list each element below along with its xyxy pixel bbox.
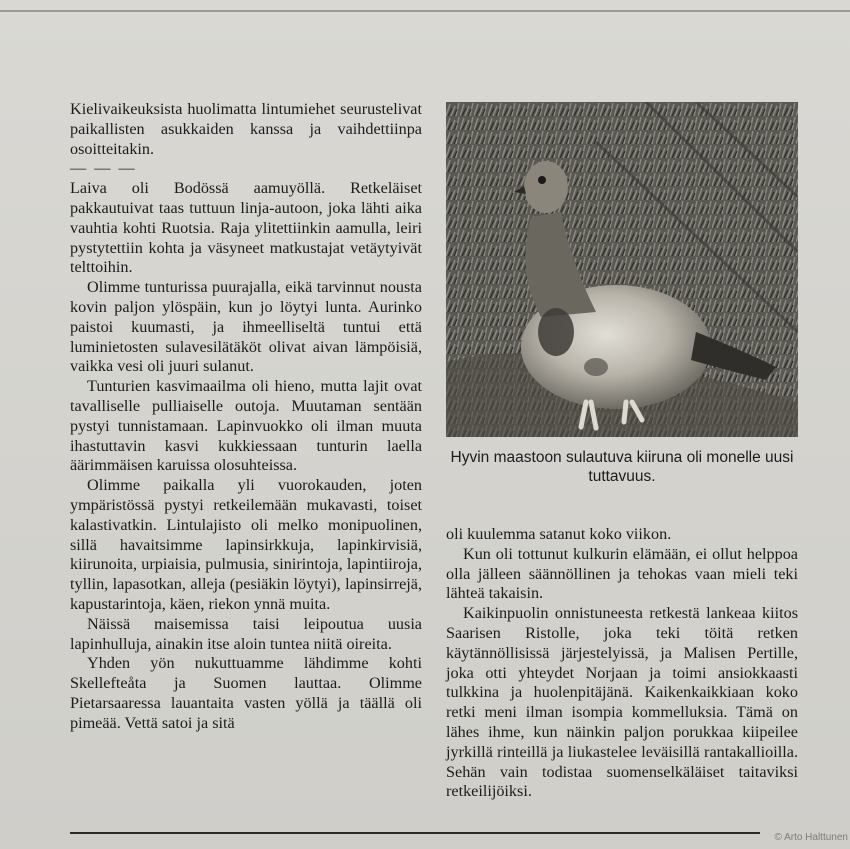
paragraph: Näissä maisemissa taisi leipoutua uusia lapinhulluja, ainakin itse aloin tuntea niitä oireita. [70, 614, 422, 653]
paragraph: Kun oli tottunut kulkurin elämään, ei ollut helppoa olla jälleen säännöllinen ja tehokas vaan mieli teki lähteä takaisin. [446, 544, 798, 603]
top-fold-line [0, 10, 850, 12]
bottom-rule [70, 832, 760, 834]
paragraph: Kaikinpuolin onnistuneesta retkestä lankeaa kiitos Saarisen Ristolle, joka teki töitä retken käytännöllisissä järjestelyissä, ja Malisen Pertille, joka otti yhteydet Norjaan ja toimi ansiokkaasti tulkkina ja huolenpitäjänä. Kaikenkaikkiaan koko retki meni ilman isompia kommelluksia. Tämä on lähes ihme, kun näinkin paljon porukkaa kiipeilee jyrkillä rinteillä ja liukastelee leväisillä rantakallioilla. Sehän vain todistaa suomenselkäläiset taitaviksi retkeilijöiksi. [446, 604, 798, 801]
paragraph: Olimme tunturissa puurajalla, eikä tarvinnut nousta kovin paljon ylöspäin, kun jo löytyi lunta. Aurinko paistoi kuumasti, ja ihmeelliseltä tuntui että luminietosten sulavesilätäköt olivat aivan lämpöisiä, vaikka vesi oli juuri sulanut. [70, 278, 422, 376]
paragraph: Tunturien kasvimaailma oli hieno, mutta lajit ovat tavalliselle pulliaiselle outoja. Muutaman sentään pystyi tunnistamaan. Lapinvuokko oli ilman muuta ihastuttavin kasvi kukkiessaan tunturin laella äärimmäisen karuissa olosuhteissa. [70, 377, 422, 475]
section-separator: — — — [70, 159, 137, 178]
paragraph: oli kuulemma satanut koko viikon. [446, 525, 672, 543]
left-text-column [70, 100, 422, 734]
photo-caption: Hyvin maastoon sulautuva kiiruna oli monelle uusi tuttavuus. [450, 449, 794, 485]
photo-credit: © Arto Halttunen [774, 832, 848, 843]
paragraph: Laiva oli Bodössä aamuyöllä. Retkeläiset pakkautuivat taas tuttuun linja-autoon, joka lähti aika vauhtia kohti Ruotsia. Raja ylitettiinkin aamulla, leiri pystytettiin kohta ja väsyneet matkustajat vetäytyivät telttoihin. [70, 179, 422, 277]
paragraph: Yhden yön nukuttuamme lähdimme kohti Skellefteåta ja Suomen lauttaa. Olimme Pietarsaaressa lauantaita vasten yöllä ja täällä oli pimeää. Vettä satoi ja sitä [70, 654, 422, 732]
ptarmigan-photo [446, 102, 798, 437]
ptarmigan-bird-icon [446, 102, 798, 437]
right-text-column [446, 525, 798, 802]
paragraph: Olimme paikalla yli vuorokauden, joten ympäristössä pystyi retkeilemään mukavasti, toiset kalastivatkin. Lintulajisto oli melko monipuolinen, sillä havaitsimme lapinsirkkuja, lapinkirvisiä, kiirunoita, urpiaisia, pulmusia, sinirintoja, lapintiiroja, tyllin, lapasotkan, alleja (pesiäkin löytyi), lapinsirrejä, kapustarintoja, käen, riekon ynnä muita. [70, 476, 422, 613]
paragraph: Kielivaikeuksista huolimatta lintumiehet seurustelivat paikallisten asukkaiden kanssa ja vaihdettiinpa osoitteitakin. [70, 100, 422, 158]
